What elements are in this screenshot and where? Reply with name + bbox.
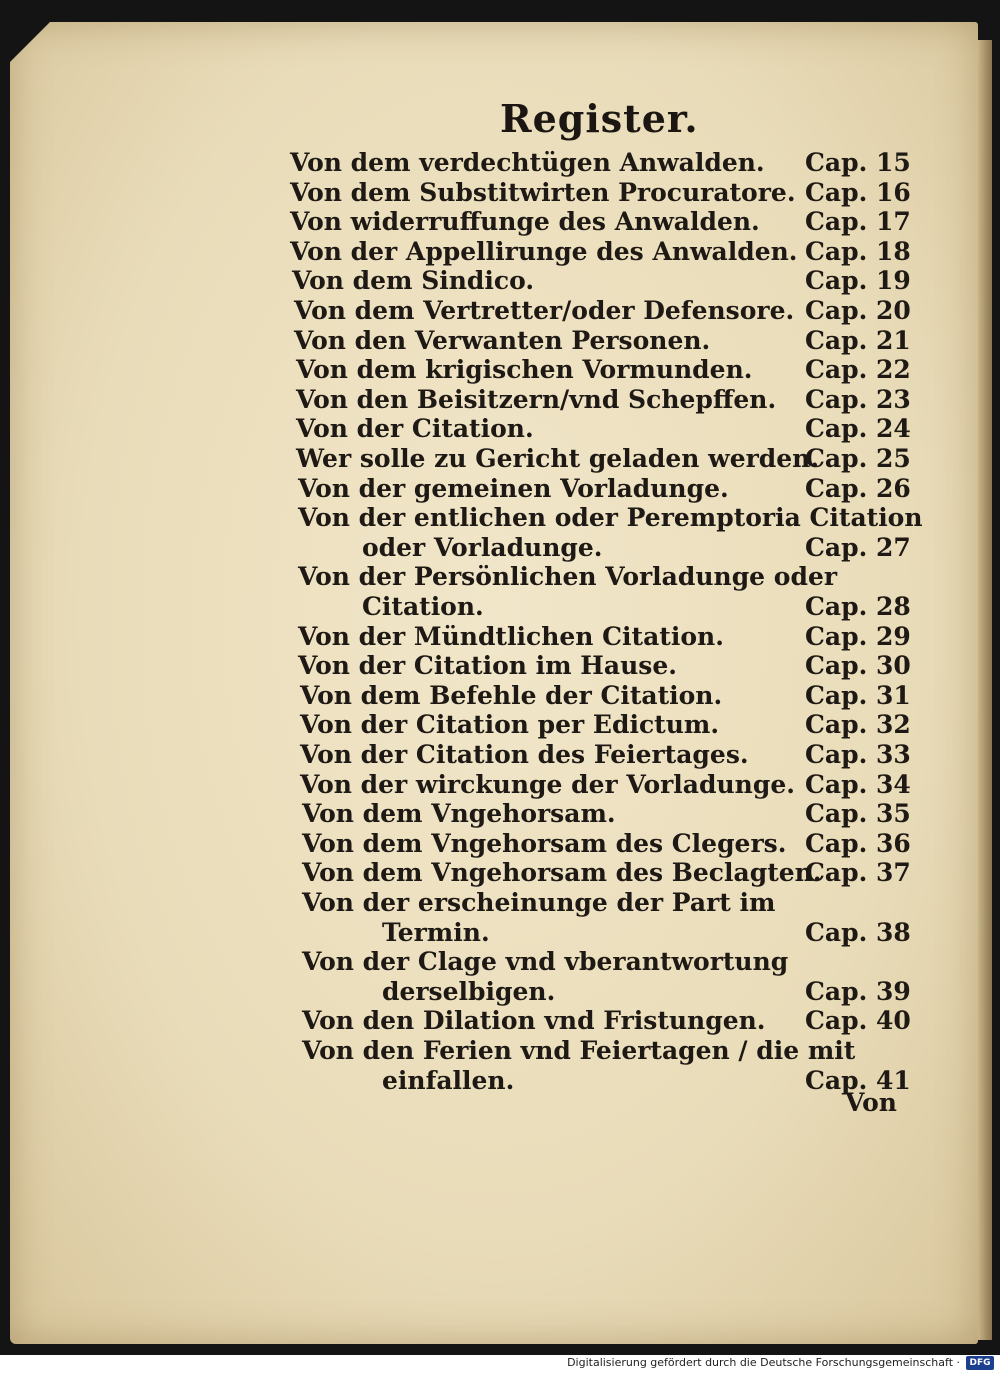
register-line bbox=[0, 829, 1000, 861]
entry-title: Von dem Vngehorsam des Beclagten. bbox=[302, 858, 822, 888]
chapter-number: Cap. 36 bbox=[805, 828, 911, 858]
register-line bbox=[0, 503, 1000, 535]
register-line bbox=[0, 592, 1000, 624]
chapter-number: Cap. 24 bbox=[805, 414, 911, 444]
entry-title: Von der erscheinunge der Part im bbox=[302, 888, 776, 917]
entry-title: Von dem Befehle der Citation. bbox=[300, 680, 723, 710]
chapter-number: Cap. 25 bbox=[805, 444, 911, 473]
catchword: Von bbox=[845, 1088, 897, 1117]
entry-title: Von dem krigischen Vormunden. bbox=[296, 355, 753, 385]
entry-title: Von der Appellirunge des Anwalden. bbox=[290, 236, 798, 266]
chapter-number: Cap. 40 bbox=[805, 1006, 911, 1036]
chapter-number: Cap. 16 bbox=[805, 177, 911, 207]
register-line bbox=[0, 1036, 1000, 1068]
chapter-number: Cap. 20 bbox=[805, 296, 911, 325]
chapter-number: Cap. 19 bbox=[805, 266, 911, 296]
chapter-number: Cap. 17 bbox=[805, 207, 911, 237]
register-line bbox=[0, 207, 1000, 239]
register-line bbox=[0, 148, 1000, 180]
entry-title: Von dem Sindico. bbox=[292, 266, 535, 296]
chapter-number: Cap. 32 bbox=[805, 710, 911, 740]
chapter-number: Cap. 21 bbox=[805, 325, 911, 355]
entry-title: Von der Persönlichen Vorladunge oder bbox=[298, 562, 838, 592]
chapter-number: Cap. 29 bbox=[805, 621, 911, 651]
chapter-number: Cap. 30 bbox=[805, 651, 911, 681]
entry-title: Von der gemeinen Vorladunge. bbox=[298, 473, 729, 503]
entry-title: Von den Dilation vnd Fristungen. bbox=[302, 1006, 766, 1036]
chapter-number: Cap. 23 bbox=[805, 384, 911, 414]
chapter-number: Cap. 33 bbox=[805, 740, 911, 769]
chapter-number: Cap. 38 bbox=[805, 917, 911, 947]
register-line bbox=[0, 770, 1000, 802]
register-line bbox=[0, 1006, 1000, 1038]
entry-title: Von den Beisitzern/vnd Schepffen. bbox=[296, 384, 777, 414]
register-line bbox=[0, 888, 1000, 920]
chapter-number: Cap. 31 bbox=[805, 680, 911, 710]
entry-title: Von der wirckunge der Vorladunge. bbox=[300, 769, 795, 799]
register-line bbox=[0, 296, 1000, 328]
chapter-number: Cap. 26 bbox=[805, 473, 911, 503]
register-line bbox=[0, 266, 1000, 298]
chapter-number: Cap. 27 bbox=[805, 532, 911, 562]
chapter-number: Cap. 34 bbox=[805, 769, 911, 799]
entry-title: Von widerruffunge des Anwalden. bbox=[290, 207, 760, 237]
register-line bbox=[0, 947, 1000, 979]
register-line bbox=[0, 651, 1000, 683]
register-line bbox=[0, 740, 1000, 772]
entry-title: Von dem Substitwirten Procuratore. bbox=[290, 177, 796, 207]
register-line bbox=[0, 237, 1000, 269]
chapter-number: Cap. 15 bbox=[805, 148, 911, 177]
entry-title: Von der Mündtlichen Citation. bbox=[298, 621, 724, 651]
entry-title: Von dem Vngehorsam des Clegers. bbox=[302, 828, 787, 858]
entry-title: derselbigen. bbox=[382, 976, 556, 1006]
register-line bbox=[0, 326, 1000, 358]
footer-credit: Digitalisierung gefördert durch die Deutsche Forschungsgemeinschaft · bbox=[567, 1356, 960, 1369]
dfg-logo: DFG bbox=[966, 1356, 994, 1370]
entry-title: Von der Citation des Feiertages. bbox=[300, 740, 749, 769]
register-line bbox=[0, 355, 1000, 387]
entry-title: Termin. bbox=[382, 917, 490, 947]
register-line bbox=[0, 385, 1000, 417]
chapter-number: Cap. 18 bbox=[805, 236, 911, 266]
register-line bbox=[0, 178, 1000, 210]
entry-title: Von der Citation per Edictum. bbox=[300, 710, 720, 740]
entry-title: einfallen. bbox=[382, 1065, 515, 1095]
chapter-number: Cap. 37 bbox=[805, 858, 911, 888]
entry-title: Von der Citation. bbox=[296, 414, 534, 444]
register-line bbox=[0, 681, 1000, 713]
register-line bbox=[0, 918, 1000, 950]
chapter-number: Cap. 28 bbox=[805, 592, 911, 621]
register-line bbox=[0, 799, 1000, 831]
register-heading: Register. bbox=[500, 96, 699, 141]
register-line bbox=[0, 622, 1000, 654]
entry-title: Von der Citation im Hause. bbox=[298, 651, 677, 681]
register-line bbox=[0, 474, 1000, 506]
register-line bbox=[0, 710, 1000, 742]
entry-title: Wer solle zu Gericht geladen werden. bbox=[296, 444, 820, 473]
chapter-number: Cap. 41 bbox=[805, 1065, 911, 1095]
entry-title: oder Vorladunge. bbox=[362, 532, 603, 562]
register-line bbox=[0, 533, 1000, 565]
chapter-number: Cap. 22 bbox=[805, 355, 911, 385]
entry-title: Von den Verwanten Personen. bbox=[294, 325, 711, 355]
register-line bbox=[0, 444, 1000, 476]
register-line bbox=[0, 977, 1000, 1009]
entry-title: Von dem Vngehorsam. bbox=[302, 799, 616, 829]
entry-title: Citation. bbox=[362, 592, 484, 621]
entry-title: Von dem Vertretter/oder Defensore. bbox=[294, 296, 795, 325]
entry-title: Von den Ferien vnd Feiertagen / die mit bbox=[302, 1036, 856, 1065]
register-line bbox=[0, 414, 1000, 446]
entry-title: Von dem verdechtügen Anwalden. bbox=[290, 148, 765, 177]
entry-title: Von der Clage vnd vberantwortung bbox=[302, 947, 789, 977]
chapter-number: Cap. 35 bbox=[805, 799, 911, 829]
chapter-number: Cap. 39 bbox=[805, 976, 911, 1006]
register-line bbox=[0, 562, 1000, 594]
entry-title: Von der entlichen oder Peremptoria Citation bbox=[298, 503, 923, 533]
register-line bbox=[0, 858, 1000, 890]
